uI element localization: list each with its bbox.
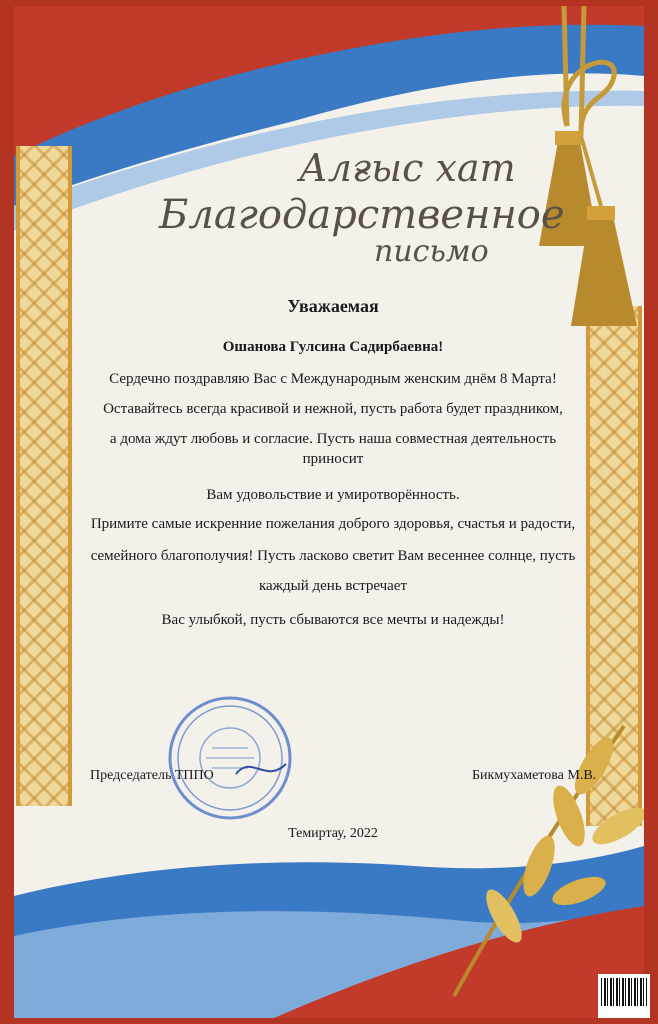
body-line: семейного благополучия! Пусть ласково светит Вам весеннее солнце, пусть [90,548,576,564]
title-russian-line1: Благодарственное [159,192,565,238]
title-russian-line2: письмо [374,234,489,269]
salutation: Уважаемая [287,296,379,316]
ornament-border-left [16,146,72,806]
round-stamp-icon [166,694,294,822]
laurel-branch-icon [444,706,644,1006]
body-line: Вас улыбкой, пусть сбываются все мечты и надежды! [161,612,505,628]
body-line: Вам удовольствие и умиротворённость. [206,487,460,503]
place-date: Темиртау, 2022 [288,826,378,841]
body-line: Сердечно поздравляю Вас с Международным женским днём 8 Марта! [109,371,557,387]
body-line: Примите самые искренние пожелания доброго здоровья, счастья и радости, [90,516,576,532]
body-line: каждый день встречает [258,578,408,594]
certificate-sheet [14,6,644,1018]
body-line: приносит [302,451,364,467]
body-line: а дома ждут любовь и согласие. Пусть наша совместная деятельность [109,431,557,447]
signer-name: Бикмухаметова М.В. [472,768,597,783]
signature-scribble [236,764,286,774]
recipient-name: Ошанова Гулсина Садирбаевна! [222,339,444,355]
body-line: Оставайтесь всегда красивой и нежной, пусть работа будет праздником, [103,401,563,417]
barcode [598,974,650,1018]
signer-position: Председатель ТППО [90,768,214,783]
title-kazakh: Алғыс хат [299,146,516,190]
tassel-icon [509,6,644,346]
